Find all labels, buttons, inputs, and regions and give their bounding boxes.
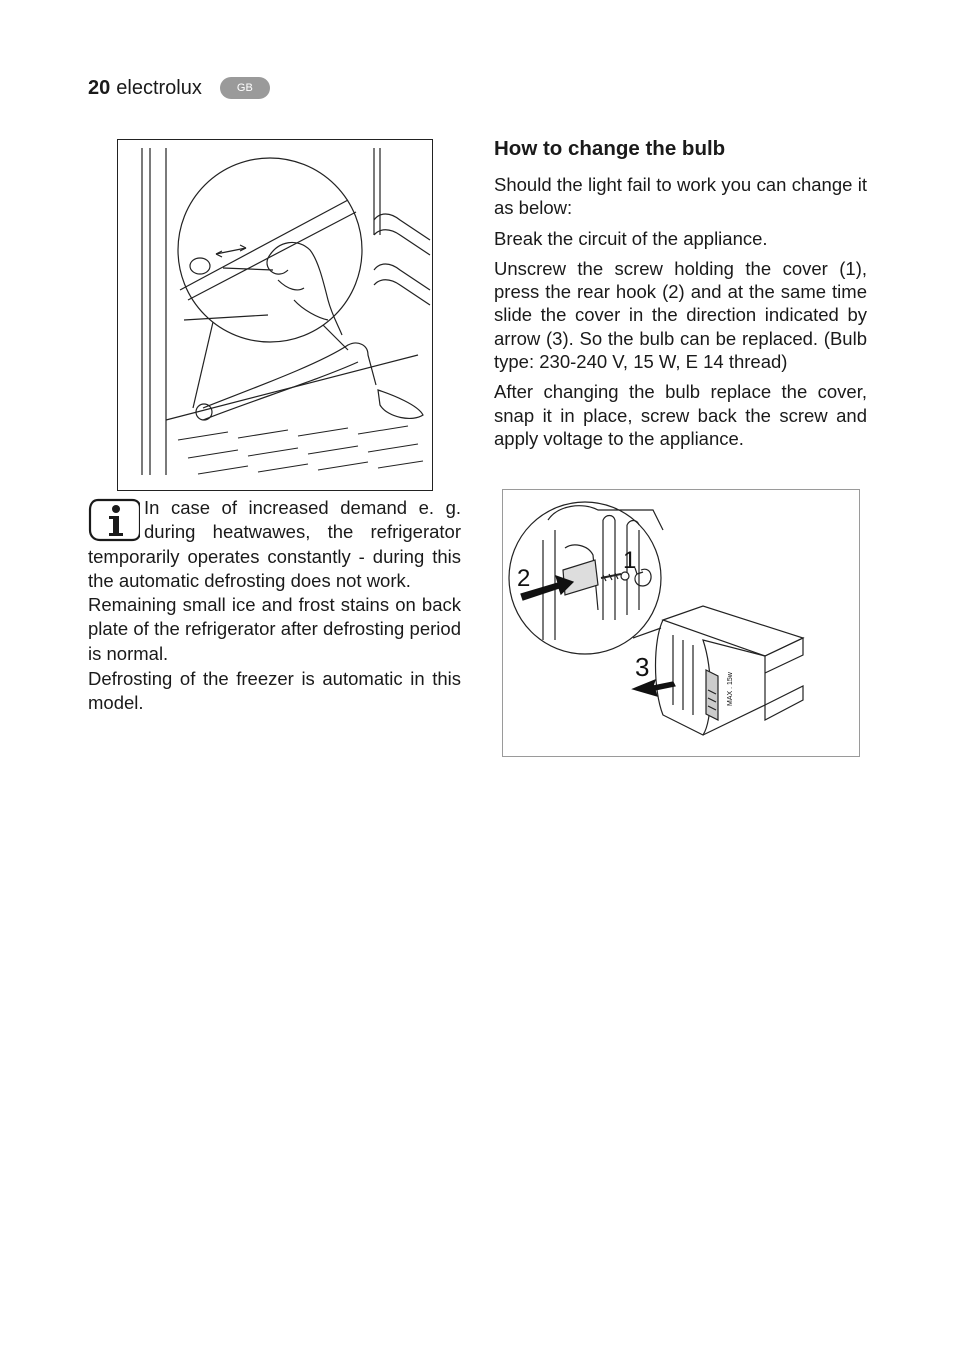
instruction-paragraph: Should the light fail to work you can change it as below: <box>494 174 867 219</box>
callout-2: 2 <box>517 565 531 592</box>
brand-name: electrolux <box>116 76 202 99</box>
info-icon <box>88 498 140 542</box>
cover-marking: MAX . 15w <box>727 672 734 706</box>
info-note <box>88 496 461 593</box>
page-header <box>88 74 270 102</box>
section-heading: How to change the bulb <box>494 137 726 160</box>
bulb-instructions <box>494 136 867 457</box>
bulb-cover-illustration <box>502 489 860 757</box>
callout-3: 3 <box>635 652 650 682</box>
paragraph-ice-stains: Remaining small ice and frost stains on back plate of the refrigerator after defrosting period is normal. <box>88 594 461 664</box>
defrost-notes <box>88 496 461 716</box>
callout-1: 1 <box>623 547 637 574</box>
instruction-paragraph: After changing the bulb replace the cover, snap it in place, screw back the screw and apply voltage to the appliance. <box>494 381 867 449</box>
page-number: 20 <box>88 76 111 99</box>
language-badge: GB <box>220 77 270 99</box>
instruction-paragraph: Unscrew the screw holding the cover (1), press the rear hook (2) and at the same time slide the cover in the direction indicated by arrow (3). So the bulb can be replaced. (Bulb type: 230-240 V, 15 W, E 14 thread) <box>494 257 867 373</box>
paragraph-freezer-defrost: Defrosting of the freezer is automatic in this model. <box>88 668 461 714</box>
info-paragraph: In case of increased demand e. g. during heatwawes, the refrigerator temporarily operates constantly - during this the automatic defrosting does not work. <box>88 497 461 591</box>
instruction-paragraph: Break the circuit of the appliance. <box>494 227 768 249</box>
defrost-drain-illustration <box>117 139 433 491</box>
